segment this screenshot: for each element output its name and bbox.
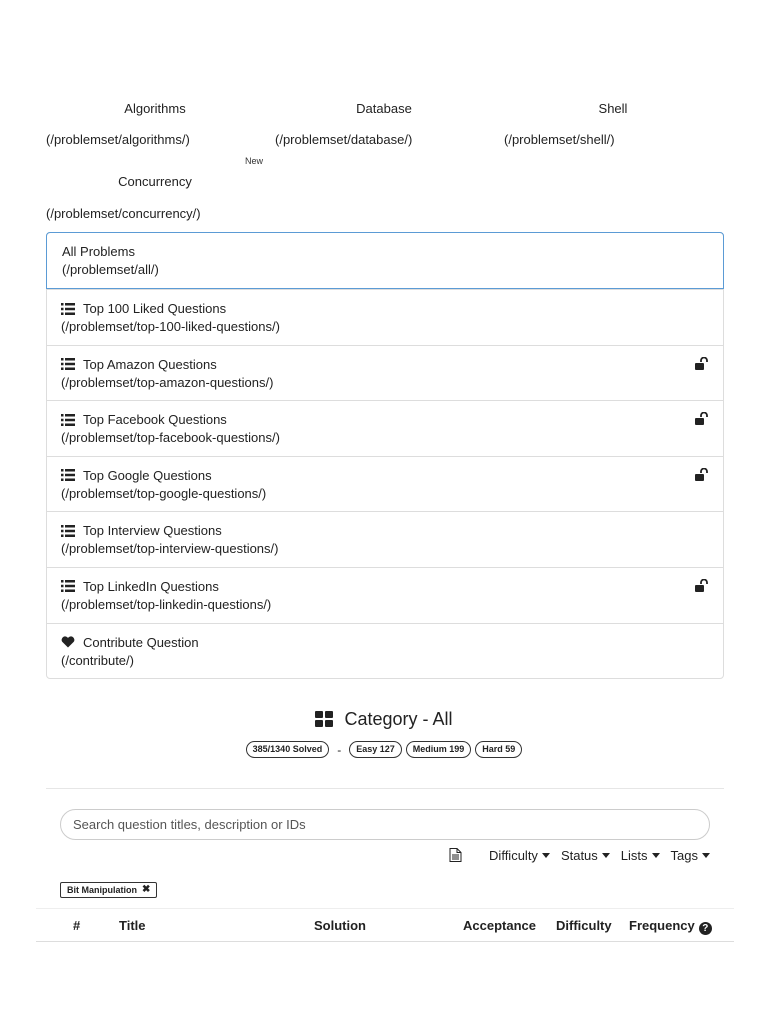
column-title[interactable]: Title: [119, 918, 146, 933]
grid-icon: [315, 711, 333, 727]
column-solution[interactable]: Solution: [314, 918, 366, 933]
column-acceptance[interactable]: Acceptance: [463, 918, 536, 933]
close-icon[interactable]: ✖: [142, 884, 151, 895]
list-icon: [61, 580, 75, 592]
problem-lists: [46, 232, 724, 679]
category-title: Category - All: [344, 708, 453, 729]
new-badge: New: [245, 156, 264, 166]
column-frequency[interactable]: [629, 918, 712, 935]
list-item-top-facebook[interactable]: [47, 400, 723, 456]
category-database-url[interactable]: (/problemset/database/): [275, 132, 413, 147]
category-shell-name[interactable]: Shell: [598, 101, 628, 116]
list-item-url: (/problemset/top-google-questions/): [61, 485, 267, 501]
category-database-name[interactable]: Database: [356, 101, 412, 116]
caret-down-icon: [602, 853, 610, 858]
caret-down-icon: [652, 853, 660, 858]
unlock-icon: [695, 579, 709, 593]
caret-down-icon: [702, 853, 710, 858]
unlock-icon: [695, 357, 709, 371]
list-item-url: (/problemset/top-100-liked-questions/): [61, 319, 280, 334]
list-item-title: All Problems: [62, 244, 135, 259]
heart-icon: [61, 636, 75, 648]
list-item-url: (/problemset/top-amazon-questions/): [61, 374, 274, 390]
list-item-top-linkedin[interactable]: [47, 567, 723, 623]
solved-badge: 385/1340 Solved: [246, 741, 330, 758]
filter-bar: [449, 846, 710, 864]
category-heading: [0, 708, 768, 730]
active-tag-chip: [60, 882, 157, 898]
list-item-top-google[interactable]: [47, 456, 723, 512]
divider: [46, 788, 724, 789]
list-icon: [61, 358, 75, 370]
active-tag-label: Bit Manipulation: [67, 885, 137, 895]
medium-badge: Medium 199: [406, 741, 472, 758]
caret-down-icon: [542, 853, 550, 858]
lists-label: Lists: [620, 847, 648, 863]
list-item-top-100-liked[interactable]: [47, 289, 723, 345]
list-icon: [61, 469, 75, 481]
list-icon: [61, 525, 75, 537]
document-icon[interactable]: [449, 848, 462, 862]
list-item-url: (/problemset/top-linkedin-questions/): [61, 596, 272, 612]
list-item-url: (/problemset/top-facebook-questions/): [61, 430, 280, 446]
table-header: [36, 908, 734, 942]
category-concurrency-name[interactable]: Concurrency: [118, 174, 192, 189]
category-links: [0, 0, 768, 232]
search-input[interactable]: [60, 809, 710, 840]
list-item-all-problems[interactable]: [46, 232, 724, 289]
difficulty-dropdown[interactable]: [489, 848, 550, 863]
list-icon: [61, 414, 75, 426]
lists-dropdown[interactable]: [621, 848, 660, 863]
status-dropdown[interactable]: [561, 848, 610, 863]
category-algorithms-name[interactable]: Algorithms: [124, 101, 186, 116]
list-item-title: Top Facebook Questions: [83, 412, 227, 428]
category-shell-url[interactable]: (/problemset/shell/): [504, 132, 615, 147]
column-number[interactable]: #: [73, 918, 81, 933]
difficulty-label: Difficulty: [489, 847, 538, 863]
column-difficulty[interactable]: Difficulty: [556, 918, 612, 933]
category-algorithms-url[interactable]: (/problemset/algorithms/): [46, 132, 190, 147]
hard-badge: Hard 59: [475, 741, 522, 758]
status-label: Status: [560, 847, 598, 863]
list-item-title: Top Google Questions: [83, 467, 212, 483]
list-item-top-amazon[interactable]: [47, 345, 723, 401]
category-concurrency-url[interactable]: (/problemset/concurrency/): [46, 206, 201, 221]
question-circle-icon[interactable]: ?: [699, 922, 712, 935]
list-item-contribute[interactable]: [47, 623, 723, 679]
column-frequency-label: Frequency: [629, 918, 695, 933]
tags-dropdown[interactable]: [671, 848, 710, 863]
list-item-top-interview[interactable]: [47, 511, 723, 567]
stats-separator: -: [337, 742, 342, 757]
unlock-icon: [695, 468, 709, 482]
list-item-title: Top Amazon Questions: [83, 356, 217, 372]
list-item-url: (/problemset/top-interview-questions/): [61, 541, 279, 557]
tags-label: Tags: [670, 847, 698, 863]
list-item-title: Top LinkedIn Questions: [83, 578, 219, 594]
list-item-title: Contribute Question: [83, 634, 199, 650]
list-icon: [61, 303, 75, 315]
easy-badge: Easy 127: [349, 741, 402, 758]
list-item-title: Top Interview Questions: [83, 523, 222, 539]
list-item-title: Top 100 Liked Questions: [83, 301, 227, 316]
list-item-url: (/contribute/): [61, 652, 134, 668]
progress-stats: [0, 741, 768, 758]
unlock-icon: [695, 412, 709, 426]
list-item-url: (/problemset/all/): [62, 262, 159, 277]
